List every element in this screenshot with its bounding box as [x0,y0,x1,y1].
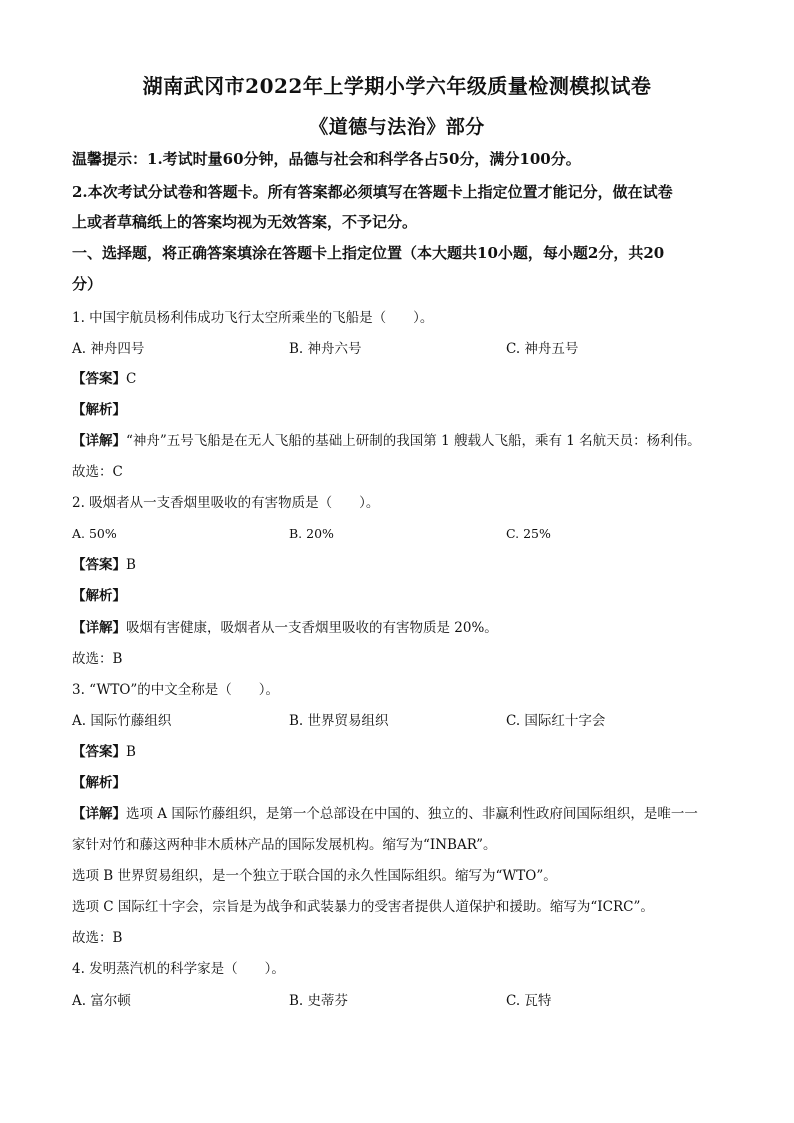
q2-option-b: B. 20% [289,526,334,541]
q4-option-c: C. 瓦特 [506,993,552,1009]
answer-label: 【答案】 [72,744,126,760]
q3-option-a: A. 国际竹藤组织 [72,713,172,729]
analysis-label: 【解析】 [72,402,126,418]
q2-option-a: A. 50% [72,526,117,541]
q1-choose [72,463,722,481]
detail-label: 【详解】 [72,433,126,449]
q2-choose-value: B [112,651,123,667]
q4-option-a: A. 富尔顿 [72,993,131,1009]
analysis-label: 【解析】 [72,588,126,604]
q3-stem: 3. “WTO”的中文全称是（ ）。 [72,682,280,698]
q3-detail-2: 家针对竹和藤这两种非木质林产品的国际发展机构。缩写为“INBAR”。 [72,837,497,853]
q1-analysis [72,401,722,419]
q3-analysis [72,774,722,792]
q1-choose-value: C [112,464,123,480]
q2-stem: 2. 吸烟者从一支香烟里吸收的有害物质是（ ）。 [72,495,380,511]
q3-detail-text-1: 选项 A 国际竹藤组织，是第一个总部设在中国的、独立的、非赢利性政府间国际组织，是唯一一 [126,806,698,822]
notice-line-3: 上或者草稿纸上的答案均视为无效答案，不予记分。 [72,213,418,231]
q1-answer-value: C [126,371,137,387]
q3-detail-1 [72,805,722,823]
q1-detail [72,432,722,450]
q2-detail [72,619,722,637]
q2-answer [72,556,722,574]
section-heading-line-2: 分） [72,275,103,293]
q3-option-c: C. 国际红十字会 [506,713,606,729]
q3-option-b: B. 世界贸易组织 [289,713,389,729]
q3-detail-4: 选项 C 国际红十字会，宗旨是为战争和武装暴力的受害者提供人道保护和援助。缩写为“ICRC”。 [72,899,654,915]
notice-line-2: 2.本次考试分试卷和答题卡。所有答案都必须填写在答题卡上指定位置才能记分，做在试卷 [72,183,673,201]
q2-choose [72,650,722,668]
q4-option-b: B. 史蒂芬 [289,993,349,1009]
choose-label: 故选： [72,930,113,946]
q1-option-b: B. 神舟六号 [289,341,362,357]
notice-line-1: 温馨提示：1.考试时量60分钟，品德与社会和科学各占50分，满分100分。 [72,150,581,168]
q3-answer-value: B [126,744,136,760]
section-heading-line-1: 一、选择题，将正确答案填涂在答题卡上指定位置（本大题共10小题，每小题2分，共20 [72,244,665,262]
q1-option-c: C. 神舟五号 [506,341,579,357]
q3-choose [72,929,722,947]
q3-detail-3: 选项 B 世界贸易组织，是一个独立于联合国的永久性国际组织。缩写为“WTO”。 [72,868,557,884]
answer-label: 【答案】 [72,557,126,573]
choose-label: 故选： [72,651,113,667]
detail-label: 【详解】 [72,620,126,636]
q1-stem: 1. 中国宇航员杨利伟成功飞行太空所乘坐的飞船是（ ）。 [72,310,434,326]
page-title: 湖南武冈市2022年上学期小学六年级质量检测模拟试卷 [142,74,652,98]
q3-choose-value: B [112,930,123,946]
q1-answer [72,370,722,388]
q1-option-a: A. 神舟四号 [72,341,145,357]
answer-label: 【答案】 [72,371,126,387]
q2-option-c: C. 25% [506,526,551,541]
detail-label: 【详解】 [72,806,126,822]
q2-answer-value: B [126,557,136,573]
choose-label: 故选： [72,464,113,480]
q1-detail-text: “神舟”五号飞船是在无人飞船的基础上研制的我国第 1 艘载人飞船，乘有 1 名航天员：杨利伟。 [126,433,701,449]
q2-analysis [72,587,722,605]
q2-detail-text: 吸烟有害健康，吸烟者从一支香烟里吸收的有害物质是 20%。 [126,620,498,636]
q4-stem: 4. 发明蒸汽机的科学家是（ ）。 [72,961,285,977]
analysis-label: 【解析】 [72,775,126,791]
q3-answer [72,743,722,761]
page-subtitle: 《道德与法治》部分 [309,116,485,138]
